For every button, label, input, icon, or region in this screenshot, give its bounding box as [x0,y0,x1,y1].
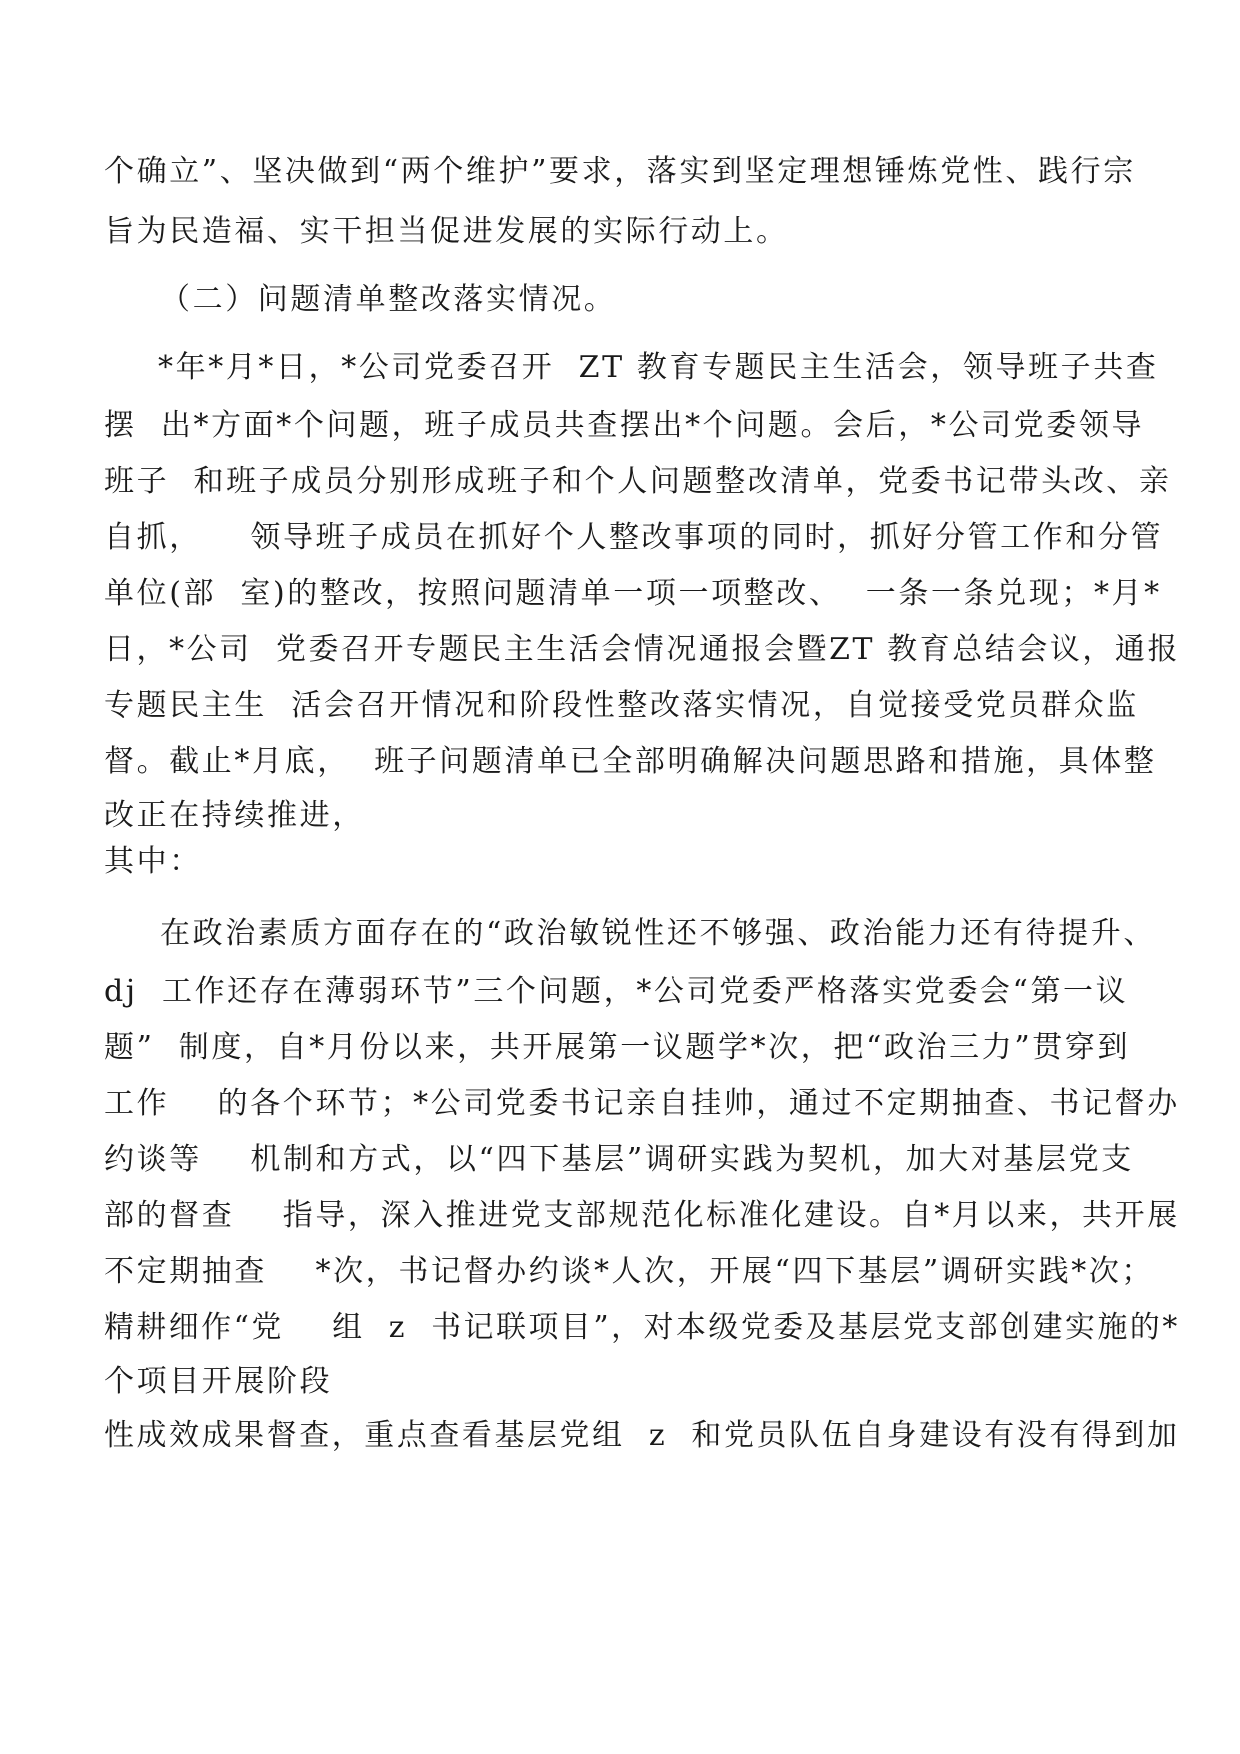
text-line: 性成效成果督查，重点查看基层党组 z 和党员队伍自身建设有没有得到加 [104,1418,1180,1453]
text-line: 不定期抽查 *次，书记督办约谈*人次，开展“四下基层”调研实践*次； [104,1254,1155,1289]
text-line: 部的督查 指导，深入推进党支部规范化标准化建设。自*月以来，共开展 [104,1198,1180,1233]
text-line: 其中： [104,844,202,879]
text-line: 工作 的各个环节；*公司党委书记亲自挂帅，通过不定期抽查、书记督办 [104,1086,1180,1121]
section-heading: （二）问题清单整改落实情况。 [160,282,617,317]
text-line: 约谈等 机制和方式，以“四下基层”调研实践为契机，加大对基层党支 [104,1142,1134,1177]
text-line: 个确立”、坚决做到“两个维护”要求，落实到坚定理想锤炼党性、践行宗 [104,154,1136,189]
text-line: 班子 和班子成员分别形成班子和个人问题整改清单，党委书记带头改、亲 [104,464,1172,499]
text-line: 专题民主生 活会召开情况和阶段性整改落实情况，自觉接受党员群众监 [104,688,1139,723]
text-line: 督。截止*月底， 班子问题清单已全部明确解决问题思路和措施，具体整 [104,744,1157,779]
text-line: 旨为民造福、实干担当促进发展的实际行动上。 [104,214,789,249]
text-line: *年*月*日，*公司党委召开 ZT 教育专题民主生活会，领导班子共查 [158,350,1159,385]
text-line: 题” 制度，自*月份以来，共开展第一议题学*次，把“政治三力”贯穿到 [104,1030,1131,1065]
text-line: 单位(部 室)的整改，按照问题清单一项一项整改、 一条一条兑现；*月* [104,576,1162,611]
text-line: 摆 出*方面*个问题，班子成员共查摆出*个问题。会后，*公司党委领导 [104,408,1145,443]
text-line: 个项目开展阶段 [104,1364,333,1399]
text-line: 自抓， 领导班子成员在抓好个人整改事项的同时，抓好分管工作和分管 [104,520,1164,555]
text-line: 在政治素质方面存在的“政治敏锐性还不够强、政治能力还有待提升、 [160,916,1156,951]
text-line: dj 工作还存在薄弱环节”三个问题，*公司党委严格落实党委会“第一议 [104,974,1129,1009]
text-line: 精耕细作“党 组 z 书记联项目”，对本级党委及基层党支部创建实施的* [104,1310,1180,1345]
text-line: 改正在持续推进， [104,798,365,833]
text-line: 日，*公司 党委召开专题民主生活会情况通报会暨ZT 教育总结会议，通报 [104,632,1181,667]
